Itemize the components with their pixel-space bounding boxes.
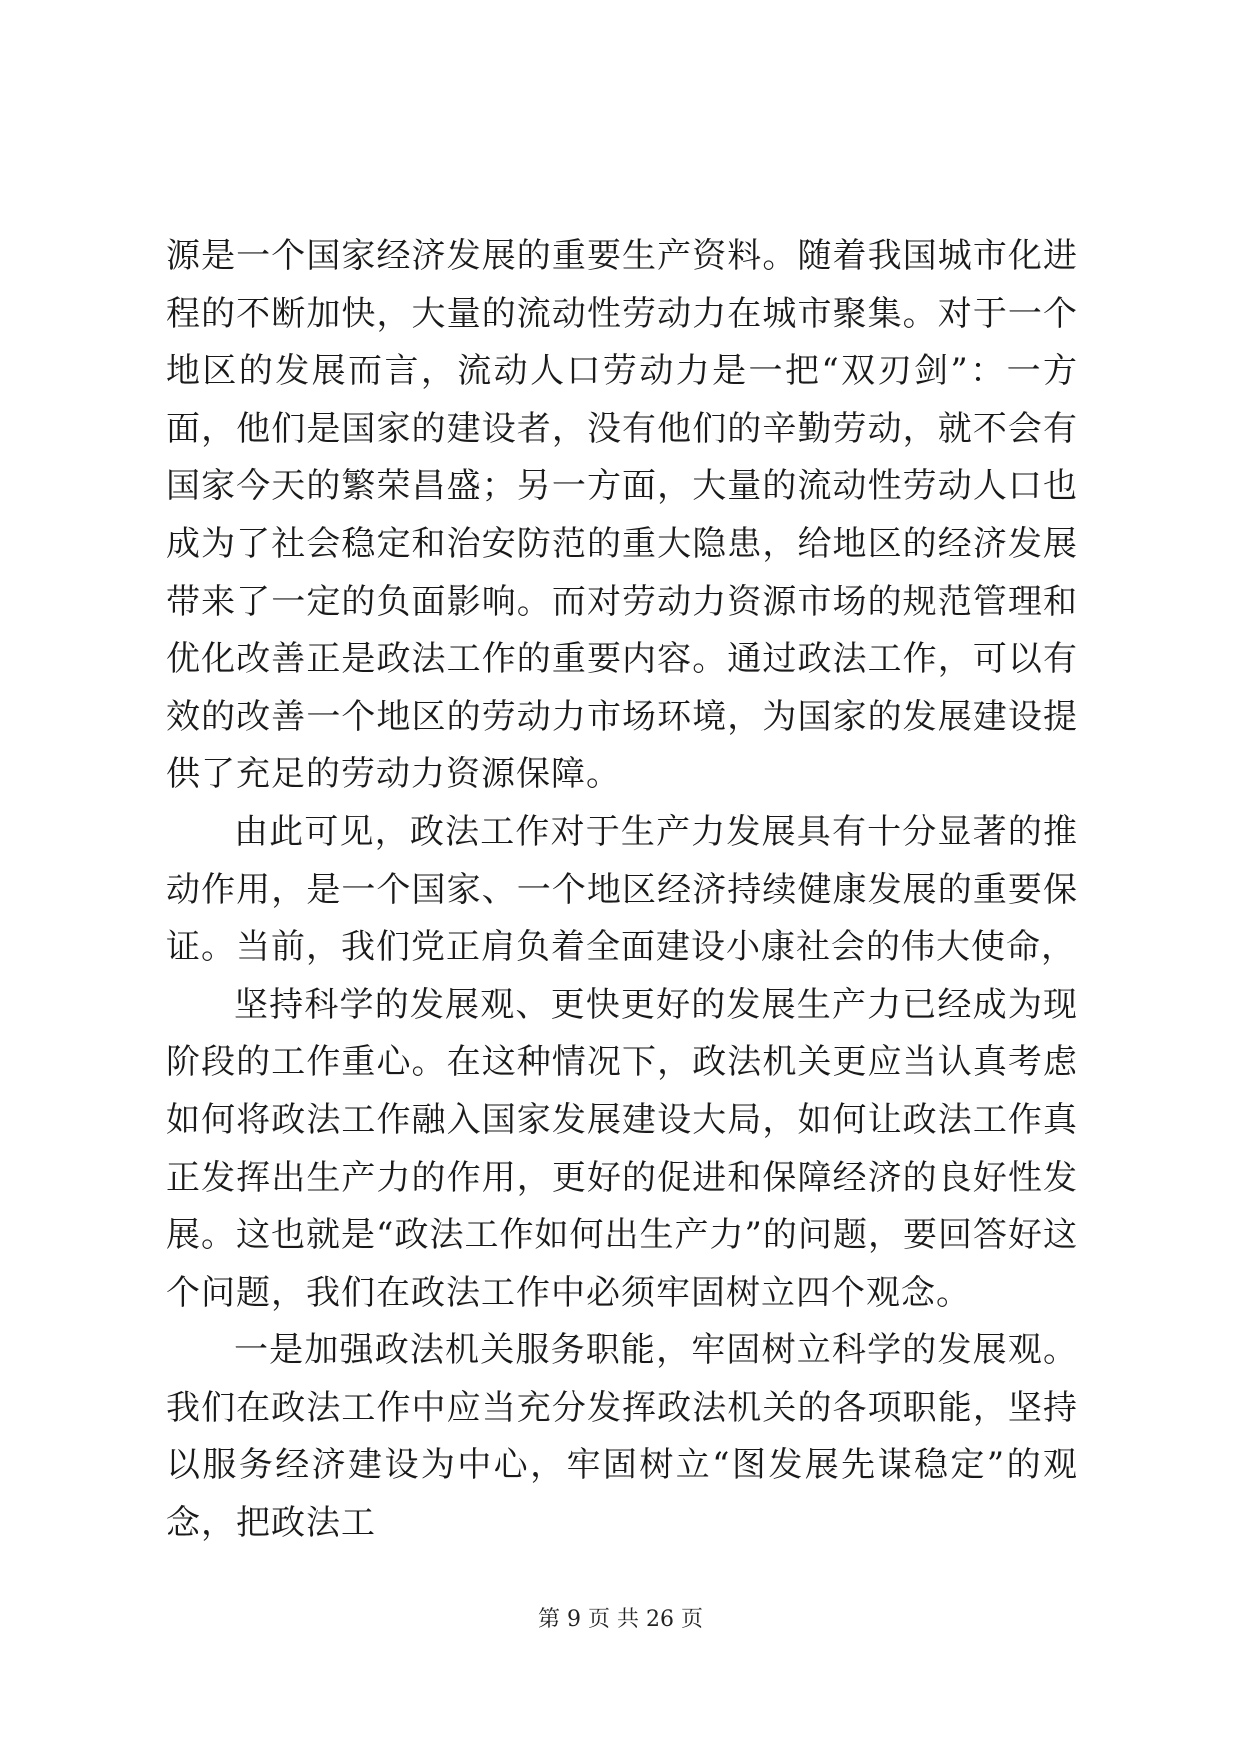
body-text — [166, 228, 1078, 1553]
paragraph-conclusion: 由此可见，政法工作对于生产力发展具有十分显著的推动作用，是一个国家、一个地区经济持续健康发展的重要保证。当前，我们党正肩负着全面建设小康社会的伟大使命， — [166, 811, 1078, 968]
paragraph-point-one: 一是加强政法机关服务职能，牢固树立科学的发展观。我们在政法工作中应当充分发挥政法机关的各项职能，坚持以服务经济建设为中心，牢固树立“图发展先谋稳定”的观念，把政法工 — [166, 1330, 1078, 1544]
paragraph-continued: 源是一个国家经济发展的重要生产资料。随着我国城市化进程的不断加快，大量的流动性劳动力在城市聚集。对于一个地区的发展而言，流动人口劳动力是一把“双刃剑”：一方面，他们是国家的建设者，没有他们的辛勤劳动，就不会有国家今天的繁荣昌盛；另一方面，大量的流动性劳动人口也成为了社会稳定和治安防范的重大隐患，给地区的经济发展带来了一定的负面影响。而对劳动力资源市场的规范管理和优化改善正是政法工作的重要内容。通过政法工作，可以有效的改善一个地区的劳动力市场环境，为国家的发展建设提供了充足的劳动力资源保障。 — [166, 236, 1078, 795]
page-number-footer: 第 9 页 共 26 页 — [538, 1607, 703, 1632]
paragraph-development-view: 坚持科学的发展观、更快更好的发展生产力已经成为现阶段的工作重心。在这种情况下，政法机关更应当认真考虑如何将政法工作融入国家发展建设大局，如何让政法工作真正发挥出生产力的作用，更好的促进和保障经济的良好性发展。这也就是“政法工作如何出生产力”的问题，要回答好这个问题，我们在政法工作中必须牢固树立四个观念。 — [166, 984, 1078, 1313]
